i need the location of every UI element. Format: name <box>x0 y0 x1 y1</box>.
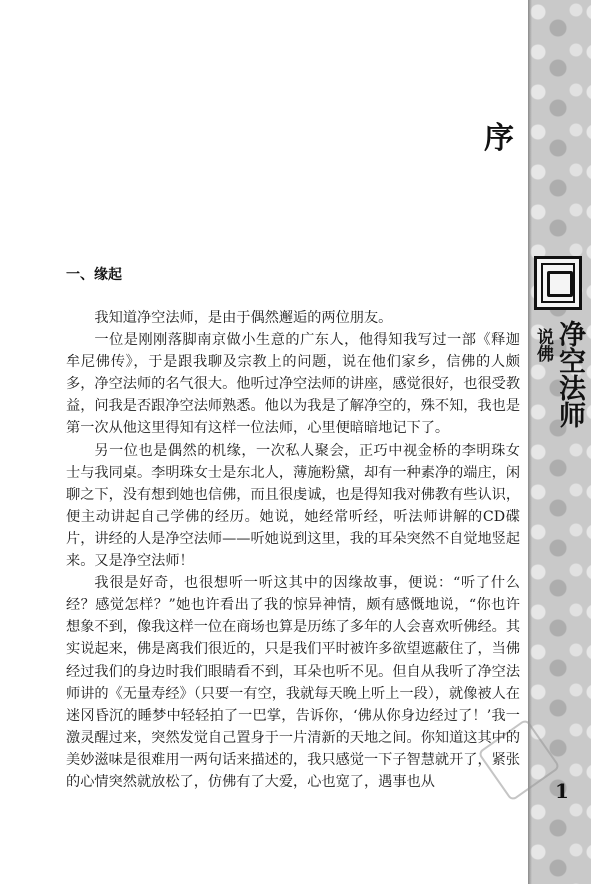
paragraph: 一位是刚刚落脚南京做小生意的广东人，他得知我写过一部《释迦牟尼佛传》，于是跟我聊及宗教上的问题，说在他们家乡，信佛的人颇多，净空法师的名气很大。他听过净空法师的讲座，感觉很好，也很受教益，问我是否跟净空法师熟悉。他以为我是了解净空的，殊不知，我也是第一次从他这里得知有这样一位法师，心里便暗暗地记下了。 <box>66 332 521 437</box>
seal-logo <box>534 256 582 310</box>
page-number: 1 <box>555 779 569 803</box>
paragraph: 我知道净空法师，是由于偶然邂逅的两位朋友。 <box>94 310 393 326</box>
paragraph: 另一位也是偶然的机缘，一次私人聚会，正巧中视金桥的李明珠女士与我同桌。李明珠女士是东北人，薄施粉黛，却有一种素净的端庄，闲聊之下，没有想到她也信佛，而且很虔诚，也是得知我对佛教有些认识，便主动讲起自己学佛的经历。她说，她经常听经，听法师讲解的CD碟片，讲经的人是净空法师——听她说到这里，我的耳朵突然不自觉地竖起来。又是净空法师！ <box>66 442 521 570</box>
series-title-lead: 说佛 <box>533 328 553 362</box>
paragraph: 我很是好奇，也很想听一听这其中的因缘故事，便说：“听了什么经？感觉怎样？”她也许看出了我的惊异神情，颇有感慨地说，“你也许想象不到，像我这样一位在商场也算是历练了多年的人会喜欢听佛经。其实说起来，佛是离我们很近的，只是我们平时被许多欲望遮蔽住了，当佛经过我们的身边时我们眼睛看不到，耳朵也听不见。但自从我听了净空法师讲的《无量寿经》（只要一有空，我就每天晚上听上一段），就像被人在迷冈昏沉的睡梦中轻轻拍了一巴掌，告诉你，‘佛从你身边经过了！’我一激灵醒过来，突然发觉自己置身于一片清新的天地之间。你知道这其中的美妙滋味是很难用一两句话来描述的，我只感觉一下子智慧就开了，紧张的心情突然就放松了，仿佛有了大爱，心也宽了，遇事也从 <box>66 575 521 790</box>
section-title: 一、缘起 <box>66 267 122 283</box>
chapter-heading: 序 <box>484 121 514 156</box>
series-title-main: 净空法师 <box>554 320 585 428</box>
seal-mark <box>547 271 573 297</box>
body-text <box>66 307 520 793</box>
